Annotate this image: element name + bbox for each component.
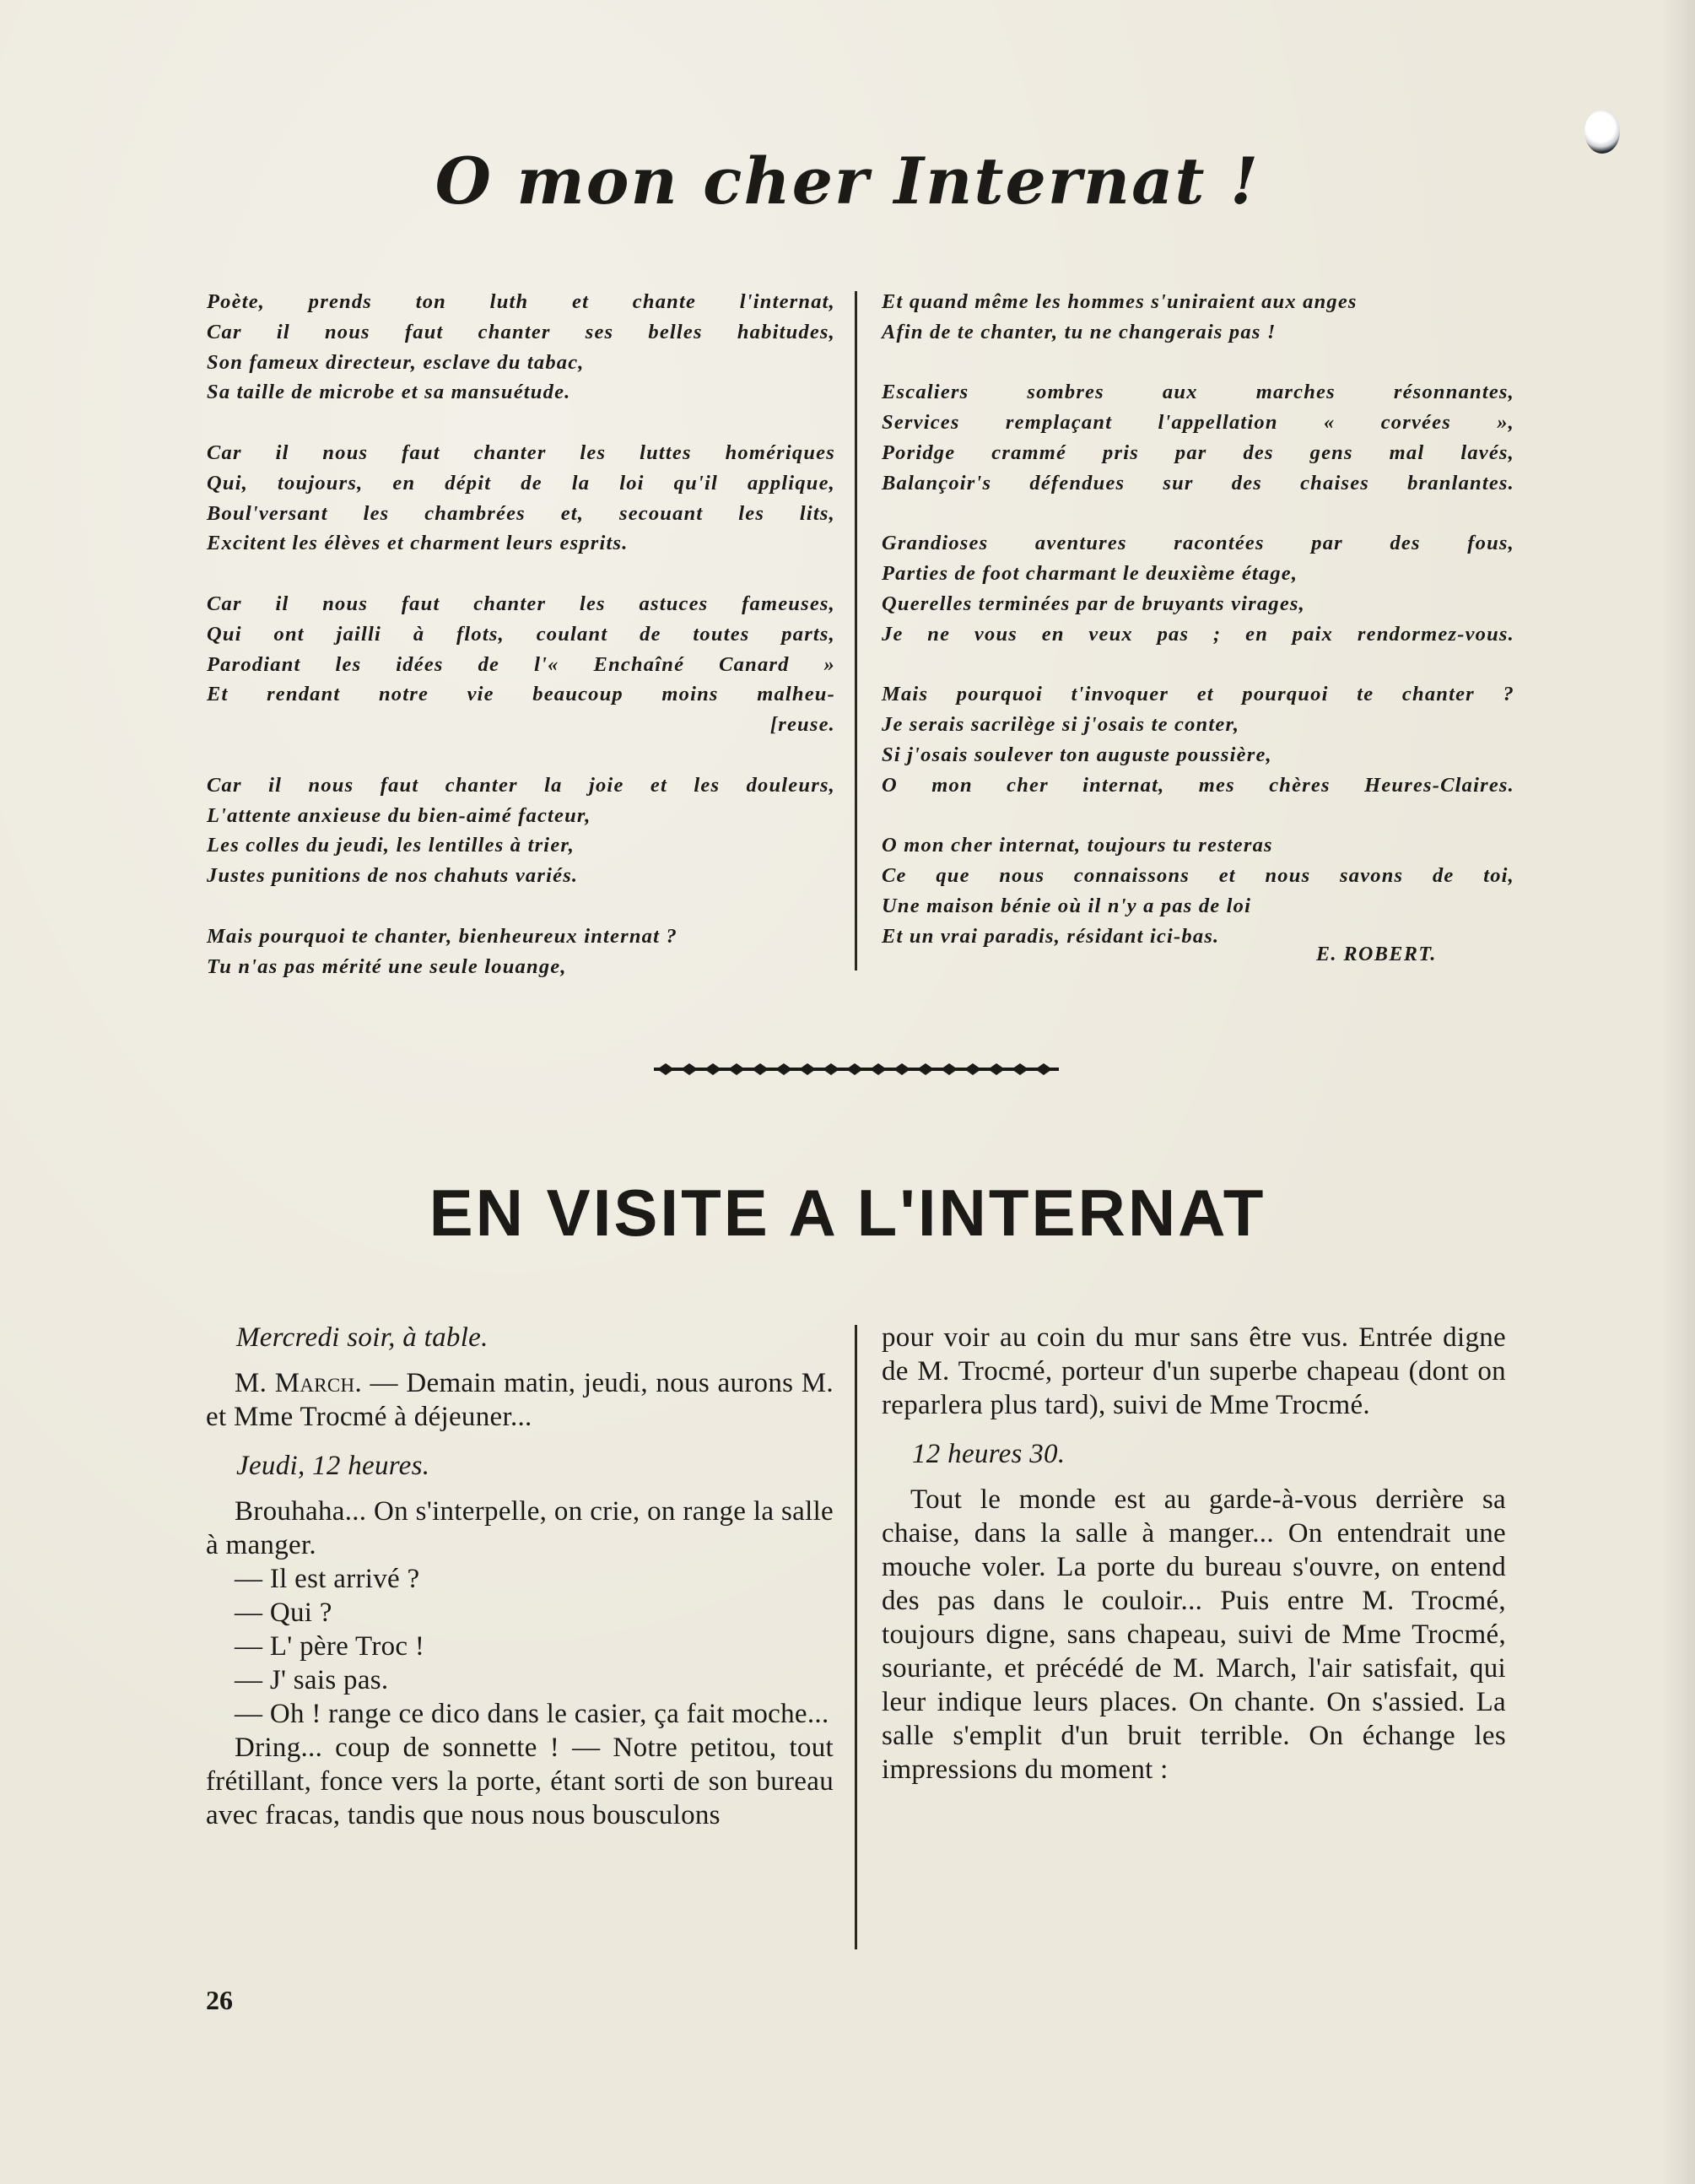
poem-line: Car il nous faut chanter ses belles habitudes,: [207, 320, 835, 343]
poem-line: O mon cher internat, toujours tu resteras: [882, 834, 1273, 857]
article-paragraph: [206, 1366, 834, 1434]
speaker-name: M. March.: [235, 1368, 363, 1398]
poem-line: Car il nous faut chanter les astuces fameuses,: [207, 592, 835, 615]
poem-line: Services remplaçant l'appellation « corvées »,: [882, 411, 1514, 435]
poem-line: Parodiant les idées de l'« Enchaîné Canard »: [207, 652, 835, 676]
poem-line: Je serais sacrilège si j'osais te conter,: [882, 713, 1240, 737]
dialogue-line: — L' père Troc !: [235, 1631, 425, 1662]
poem-line: Excitent les élèves et charment leurs esprits.: [207, 532, 629, 555]
poem-line: Escaliers sombres aux marches résonnantes,: [882, 381, 1514, 404]
poem-line: Ce que nous connaissons et nous savons de toi,: [882, 864, 1514, 888]
scene-heading: Jeudi, 12 heures.: [236, 1451, 430, 1481]
poem-line: Poète, prends ton luth et chante l'internat,: [207, 290, 835, 313]
scene-heading: 12 heures 30.: [912, 1439, 1066, 1469]
poem-line: Mais pourquoi t'invoquer et pourquoi te chanter ?: [882, 683, 1514, 706]
poem-line: Une maison bénie où il n'y a pas de loi: [882, 894, 1252, 917]
speaker-line: — Demain matin, jeudi, nous aurons M. et Mme Trocmé à déjeuner...: [206, 1368, 834, 1432]
dialogue-line: — Il est arrivé ?: [235, 1564, 420, 1594]
poem-line: Je ne vous en veux pas ; en paix rendormez-vous.: [882, 622, 1514, 646]
poem-line: Justes punitions de nos chahuts variés.: [207, 864, 579, 888]
poem-line: Et un vrai paradis, résidant ici-bas.: [882, 924, 1220, 948]
poem-column-left: [207, 287, 835, 1012]
poem-line: Poridge crammé pris par des gens mal lavés,: [882, 441, 1514, 464]
poem-line: Balançoir's défendues sur des chaises branlantes.: [882, 471, 1514, 495]
dialogue-line: — Qui ?: [235, 1597, 332, 1628]
poem-stanza: [882, 377, 1514, 498]
poem-line: L'attente anxieuse du bien-aimé facteur,: [207, 803, 591, 827]
scene-heading: Mercredi soir, à table.: [236, 1322, 489, 1353]
poem-line: O mon cher internat, mes chères Heures-Claires.: [882, 773, 1514, 797]
poem-title: O mon cher Internat !: [435, 143, 1260, 219]
dialogue-line: — Oh ! range ce dico dans le casier, ça fait moche...: [235, 1699, 829, 1729]
poem-column-divider: [855, 291, 857, 970]
page-number: 26: [206, 1985, 233, 2015]
article-paragraph: Dring... coup de sonnette ! — Notre petitou, tout frétillant, fonce vers la porte, étant sorti de son bureau avec fracas, tandis que nous nous bousculons: [206, 1733, 834, 1830]
poem-stanza: [882, 287, 1514, 348]
poem-line-carryover: [reuse.: [769, 713, 835, 737]
poem-line: Son fameux directeur, esclave du tabac,: [207, 350, 585, 374]
poem-line: Si j'osais soulever ton auguste poussière,: [882, 743, 1272, 766]
article-paragraph: Brouhaha... On s'interpelle, on crie, on range la salle à manger.: [206, 1496, 834, 1560]
poem-line: Querelles terminées par de bruyants virages,: [882, 592, 1305, 615]
poem-stanza: [882, 528, 1514, 649]
poem-line: Sa taille de microbe et sa mansuétude.: [207, 381, 571, 404]
poem-line: Les colles du jeudi, les lentilles à trier,: [207, 834, 575, 857]
poem-stanza: [207, 438, 835, 559]
poem-line: Car il nous faut chanter les luttes homériques: [207, 441, 835, 464]
poem-column-right: [882, 287, 1514, 981]
ornament-divider-icon: [654, 1059, 1059, 1079]
poem-stanza: [882, 679, 1514, 800]
poem-line: Car il nous faut chanter la joie et les douleurs,: [207, 773, 835, 797]
poem-line: Et quand même les hommes s'uniraient aux anges: [882, 290, 1358, 313]
poem-stanza: [207, 922, 835, 982]
article-paragraph: pour voir au coin du mur sans être vus. Entrée digne de M. Trocmé, porteur d'un superbe chapeau (dont on reparlera plus tard), suivi de Mme Trocmé.: [882, 1322, 1506, 1420]
article-column-right: [882, 1321, 1506, 1787]
poem-line: Mais pourquoi te chanter, bienheureux internat ?: [207, 924, 677, 948]
poem-signature: E. ROBERT.: [1316, 943, 1437, 965]
poem-stanza: [882, 830, 1514, 951]
dialogue-line: — J' sais pas.: [235, 1665, 389, 1695]
poem-line: Afin de te chanter, tu ne changerais pas !: [882, 320, 1277, 343]
poem-line: Qui ont jailli à flots, coulant de toutes parts,: [207, 622, 835, 646]
page-edge-shadow: [1661, 0, 1695, 2184]
poem-line: Qui, toujours, en dépit de la loi qu'il applique,: [207, 471, 835, 495]
article-column-left: [206, 1321, 834, 1832]
poem-stanza: [207, 287, 835, 408]
poem-line: Grandioses aventures racontées par des fous,: [882, 532, 1514, 555]
article-title: EN VISITE A L'INTERNAT: [429, 1176, 1266, 1250]
poem-line: Boul'versant les chambrées et, secouant les lits,: [207, 501, 835, 525]
article-column-divider: [855, 1325, 857, 1949]
poem-line: Et rendant notre vie beaucoup moins malheu-: [207, 683, 835, 706]
poem-line: Parties de foot charmant le deuxième étage,: [882, 562, 1298, 586]
article-paragraph: Tout le monde est au garde-à-vous derrière sa chaise, dans la salle à manger... On entendrait une mouche voler. La porte du bureau s'ouvre, on entend des pas dans le couloir... Puis entre M. Trocmé, toujours digne, sans chapeau, suivi de Mme Trocmé, souriante, et précédé de M. March, l'air satisfait, qui leur indique leurs places. On chante. On s'assied. La salle s'emplit d'un bruit terrible. On échange les impressions du moment :: [882, 1484, 1506, 1785]
poem-stanza: [207, 770, 835, 891]
poem-stanza: [207, 589, 835, 740]
poem-line: Tu n'as pas mérité une seule louange,: [207, 954, 567, 978]
